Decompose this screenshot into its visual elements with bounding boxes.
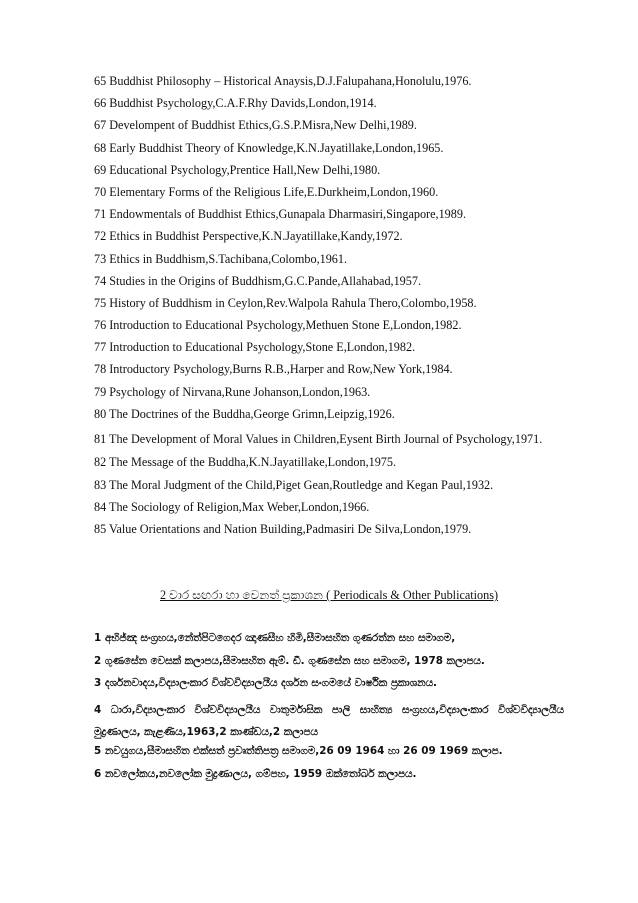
reference-item: 80 The Doctrines of the Buddha,George Grimn,Leipzig,1926. — [94, 406, 395, 421]
reference-item: 66 Buddhist Psychology,C.A.F.Rhy Davids,London,1914. — [94, 96, 377, 111]
reference-item: 70 Elementary Forms of the Religious Life,E.Durkheim,London,1960. — [94, 184, 439, 199]
reference-item: 82 The Message of the Buddha,K.N.Jayatillake,London,1975. — [94, 455, 397, 470]
reference-item: 75 History of Buddhism in Ceylon,Rev.Walpola Rahula Thero,Colombo,1958. — [94, 295, 477, 310]
reference-item: 68 Early Buddhist Theory of Knowledge,K.N.Jayatillake,London,1965. — [94, 140, 444, 155]
periodical-item: 3 දර්ශනවාදය,විද්‍යාලංකාර විශ්වවිද්‍යාලයීය දර්ශන සංගමයේ වාර්ෂික ප්‍රකාශනය. — [94, 677, 438, 690]
reference-item: 84 The Sociology of Religion,Max Weber,London,1966. — [94, 499, 370, 514]
reference-item: 72 Ethics in Buddhist Perspective,K.N.Jayatillake,Kandy,1972. — [94, 229, 403, 244]
periodical-item: 1 අභිජ්ඤ සංග්‍රහය,නේත්පිටගෙදර ඤාණසීහ හිමි,සීමාසහිත ගුණරත්න සහ සමාගම, — [94, 632, 456, 644]
references-list — [94, 73, 564, 543]
reference-item: 85 Value Orientations and Nation Building,Padmasiri De Silva,London,1979. — [94, 521, 472, 536]
reference-item: 67 Develompent of Buddhist Ethics,G.S.P.Misra,New Delhi,1989. — [94, 118, 417, 133]
periodical-item: 4 ධාරා,විද්‍යාලංකාර විශ්වවිද්‍යාලයීය වාතුර්මාසික පාලි සාහිත්‍ය සංග්‍රහය,විද්‍යාලංකාර විශ්වවිද්‍යාලයීය මුද්‍රණාලය, කැළණිය,1963,2 කාණ්ඩය,2 කලාපය — [94, 703, 564, 739]
reference-item: 79 Psychology of Nirvana,Rune Johanson,London,1963. — [94, 384, 371, 399]
periodicals-list — [94, 631, 564, 789]
periodicals-heading-text: 2 වාර සඟරා හා වෙනත් ප්‍රකාශන ( Periodicals & Other Publications) — [159, 588, 499, 602]
reference-item: 65 Buddhist Philosophy – Historical Anaysis,D.J.Falupahana,Honolulu,1976. — [94, 74, 472, 88]
reference-item: 77 Introduction to Educational Psychology,Stone E,London,1982. — [94, 340, 416, 355]
periodical-item: 2 ගුණසේන වෙසක් කලාපය,සීමාසහිත ඇම්. ඩී. ගුණසේන සහ සමාගම, 1978 කලාපය. — [94, 654, 485, 667]
reference-item: 71 Endowmentals of Buddhist Ethics,Gunapala Dharmasiri,Singapore,1989. — [94, 207, 466, 222]
periodical-item: 5 නවයුගය,සීමාසහිත එක්සත් ප්‍රවෘත්තිපත්‍ර සමාගම,26 09 1964 හා 26 09 1969 කලාප. — [94, 744, 503, 757]
reference-item: 76 Introduction to Educational Psychology,Methuen Stone E,London,1982. — [94, 318, 462, 333]
reference-item: 81 The Development of Moral Values in Children,Eysent Birth Journal of Psychology,1971. — [94, 432, 543, 446]
reference-item: 69 Educational Psychology,Prentice Hall,New Delhi,1980. — [94, 162, 381, 177]
periodical-item: 6 නවලෝකය,නවලෝක මුද්‍රණාලය, ගම්පහ, 1959 ඔක්තෝබර් කලාපය. — [94, 767, 417, 780]
periodicals-heading — [94, 587, 564, 604]
reference-item: 74 Studies in the Origins of Buddhism,G.C.Pande,Allahabad,1957. — [94, 273, 422, 288]
reference-item: 73 Ethics in Buddhism,S.Tachibana,Colombo,1961. — [94, 251, 348, 266]
reference-item: 78 Introductory Psychology,Burns R.B.,Harper and Row,New York,1984. — [94, 362, 453, 377]
reference-item: 83 The Moral Judgment of the Child,Piget Gean,Routledge and Kegan Paul,1932. — [94, 477, 494, 492]
